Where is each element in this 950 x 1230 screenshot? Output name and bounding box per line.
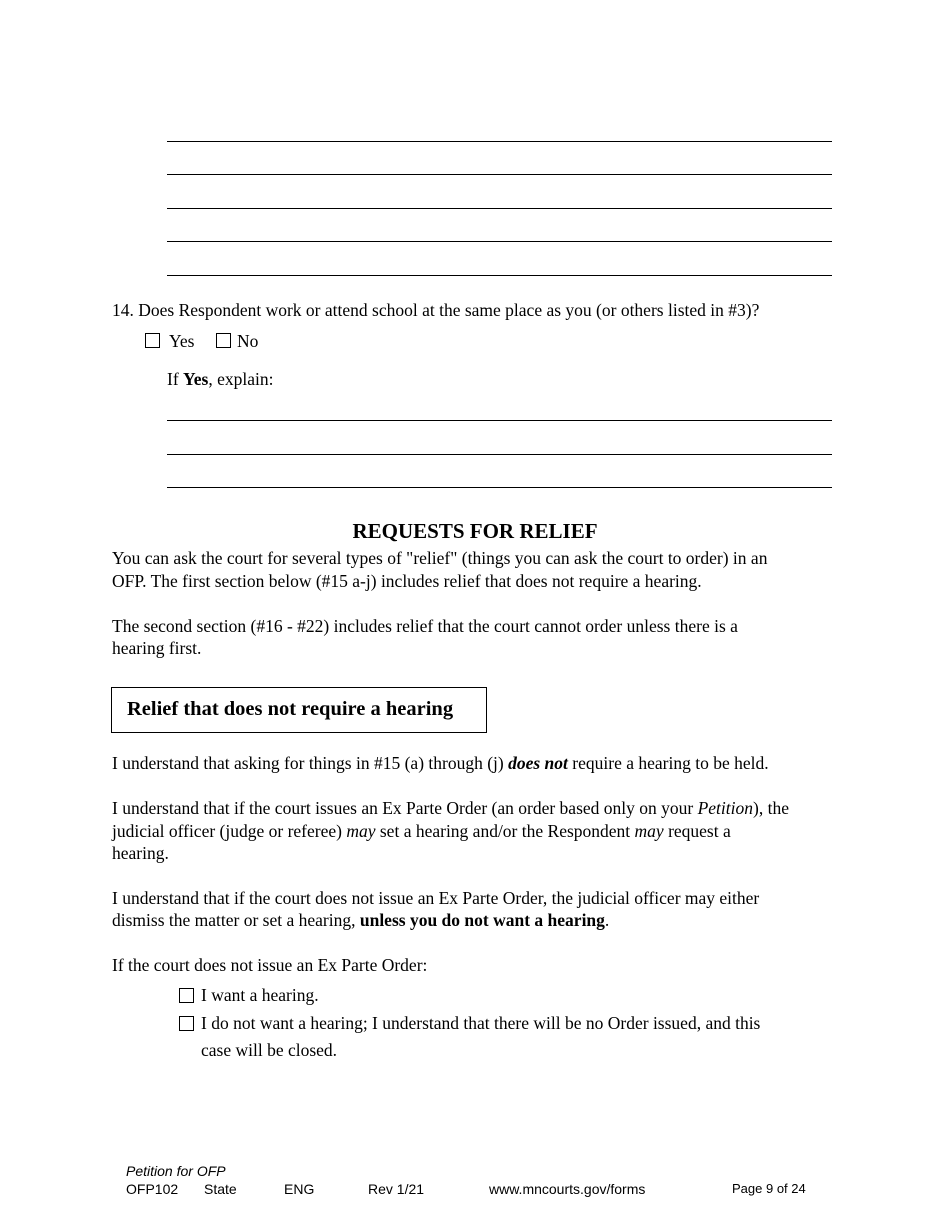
writing-line[interactable] xyxy=(167,174,832,175)
writing-line[interactable] xyxy=(167,208,832,209)
intro-line: hearing first. xyxy=(112,638,202,658)
paragraph-2: I understand that if the court issues an Ex Parte Order (an order based only on your Petition), the xyxy=(112,798,789,818)
footer-website[interactable]: www.mncourts.gov/forms xyxy=(489,1181,646,1197)
paragraph-3: dismiss the matter or set a hearing, unless you do not want a hearing. xyxy=(112,910,610,930)
footer-form-number: OFP102 xyxy=(126,1181,179,1197)
paragraph-2: hearing. xyxy=(112,843,169,863)
paragraph-1: I understand that asking for things in #15 (a) through (j) does not require a hearing to be held. xyxy=(112,753,769,773)
no-hearing-label: case will be closed. xyxy=(201,1040,338,1060)
yes-checkbox[interactable] xyxy=(145,333,160,348)
section-heading: REQUESTS FOR RELIEF xyxy=(352,519,598,543)
want-hearing-checkbox[interactable] xyxy=(179,988,194,1003)
writing-line[interactable] xyxy=(167,241,832,242)
footer-title: Petition for OFP xyxy=(126,1163,226,1179)
no-label: No xyxy=(237,331,259,351)
paragraph-2: judicial officer (judge or referee) may set a hearing and/or the Respondent may request a xyxy=(112,821,731,841)
no-checkbox[interactable] xyxy=(216,333,231,348)
yes-label: Yes xyxy=(169,331,195,351)
no-hearing-checkbox[interactable] xyxy=(179,1016,194,1031)
question-14 xyxy=(112,299,759,321)
explain-line[interactable] xyxy=(167,454,832,455)
section-box-title: Relief that does not require a hearing xyxy=(127,698,454,720)
footer-language: ENG xyxy=(284,1181,315,1197)
paragraph-3: I understand that if the court does not issue an Ex Parte Order, the judicial officer may either xyxy=(112,888,760,908)
intro-line: You can ask the court for several types of "relief" (things you can ask the court to order) in an xyxy=(112,548,768,568)
section-box xyxy=(111,687,487,733)
writing-line[interactable] xyxy=(167,275,832,276)
explain-line[interactable] xyxy=(167,420,832,421)
question-number: 14. xyxy=(112,300,134,320)
intro-line: The second section (#16 - #22) includes relief that the court cannot order unless there is a xyxy=(112,616,738,636)
footer-page-number: Page 9 of 24 xyxy=(732,1181,806,1196)
explain-line[interactable] xyxy=(167,487,832,488)
footer-type: State xyxy=(204,1181,237,1197)
explain-prompt: If Yes, explain: xyxy=(167,369,274,389)
no-hearing-label: I do not want a hearing; I understand that there will be no Order issued, and this xyxy=(201,1013,761,1033)
want-hearing-label: I want a hearing. xyxy=(201,985,319,1005)
intro-line: OFP. The first section below (#15 a-j) includes relief that does not require a hearing. xyxy=(112,571,702,591)
question-text: Does Respondent work or attend school at the same place as you (or others listed in #3)? xyxy=(138,300,760,320)
paragraph-4: If the court does not issue an Ex Parte Order: xyxy=(112,955,428,975)
footer-revision: Rev 1/21 xyxy=(368,1181,425,1197)
writing-line[interactable] xyxy=(167,141,832,142)
